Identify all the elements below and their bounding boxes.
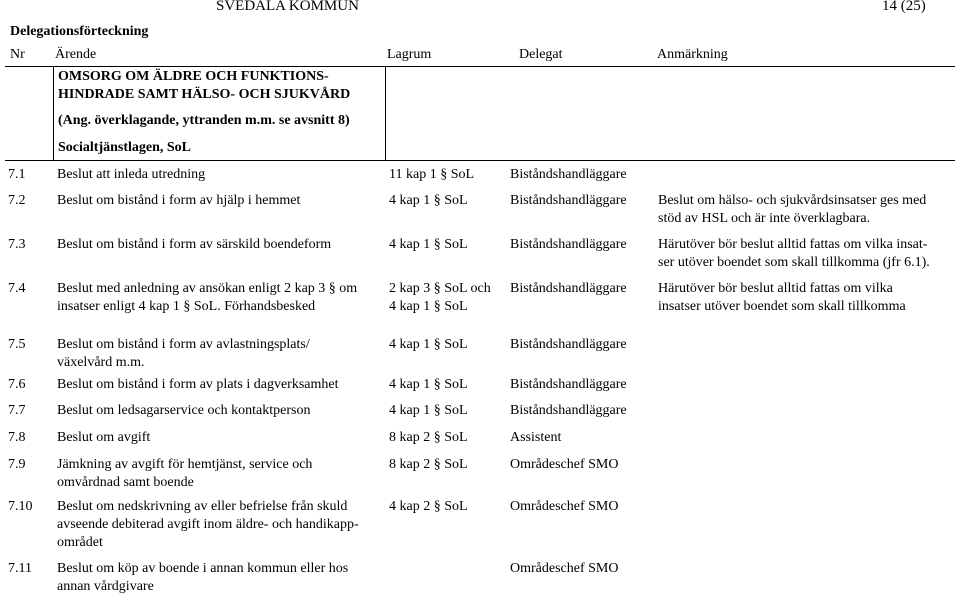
row-arende: avseende debiterad avgift inom äldre- och handikapp- — [57, 517, 359, 532]
section-bottom-rule — [5, 160, 955, 161]
row-delegat: Områdeschef SMO — [510, 561, 619, 576]
row-arende: Beslut om ledsagarservice och kontaktperson — [57, 403, 311, 418]
row-arende: Beslut om bistånd i form av plats i dagverksamhet — [57, 377, 339, 392]
row-arende: omvårdnad samt boende — [57, 475, 194, 490]
row-lagrum: 4 kap 1 § SoL — [389, 237, 468, 252]
row-delegat: Biståndshandläggare — [510, 377, 627, 392]
row-number: 7.5 — [8, 337, 26, 352]
header-rule — [5, 66, 955, 67]
row-anmarkning: insatser utöver boendet som skall tillkomma — [658, 299, 906, 314]
row-number: 7.11 — [8, 561, 32, 576]
column-header-delegat: Delegat — [519, 47, 563, 62]
row-lagrum: 4 kap 1 § SoL — [389, 299, 468, 314]
row-number: 7.3 — [8, 237, 26, 252]
row-number: 7.4 — [8, 281, 26, 296]
section-right-border — [385, 66, 386, 160]
section-title-line1: OMSORG OM ÄLDRE OCH FUNKTIONS- — [58, 69, 329, 84]
row-number: 7.8 — [8, 430, 26, 445]
row-arende: annan vårdgivare — [57, 579, 154, 594]
page-number: 14 (25) — [882, 0, 926, 14]
row-anmarkning: Härutöver bör beslut alltid fattas om vilka insat- — [658, 237, 928, 252]
row-anmarkning: Beslut om hälso- och sjukvårdsinsatser ges med — [658, 193, 927, 208]
column-header-anmarkning: Anmärkning — [657, 47, 728, 62]
row-number: 7.1 — [8, 167, 26, 182]
row-arende: insatser enligt 4 kap 1 § SoL. Förhandsbesked — [57, 299, 316, 314]
row-arende: Beslut om bistånd i form av avlastningsplats/ — [57, 337, 310, 352]
row-lagrum: 8 kap 2 § SoL — [389, 430, 468, 445]
row-arende: Jämkning av avgift för hemtjänst, service och — [57, 457, 313, 472]
column-header-lagrum: Lagrum — [387, 47, 432, 62]
row-arende: Beslut om avgift — [57, 430, 151, 445]
row-delegat: Biståndshandläggare — [510, 167, 627, 182]
row-number: 7.10 — [8, 499, 33, 514]
row-delegat: Biståndshandläggare — [510, 237, 627, 252]
row-number: 7.9 — [8, 457, 26, 472]
row-lagrum: 4 kap 1 § SoL — [389, 193, 468, 208]
row-arende: Beslut med anledning av ansökan enligt 2 kap 3 § om — [57, 281, 358, 296]
row-delegat: Biståndshandläggare — [510, 193, 627, 208]
column-header-nr: Nr — [10, 47, 25, 62]
row-lagrum: 4 kap 1 § SoL — [389, 377, 468, 392]
row-anmarkning: ser utöver boendet som skall tillkomma (jfr 6.1). — [658, 255, 930, 270]
row-lagrum: 11 kap 1 § SoL — [389, 167, 475, 182]
row-arende: Beslut om köp av boende i annan kommun eller hos — [57, 561, 349, 576]
row-arende: Beslut om bistånd i form av hjälp i hemmet — [57, 193, 301, 208]
row-lagrum: 2 kap 3 § SoL och — [389, 281, 491, 296]
row-anmarkning: stöd av HSL och är inte överklagbara. — [658, 211, 871, 226]
org-name: SVEDALA KOMMUN — [216, 0, 359, 14]
row-anmarkning: Härutöver bör beslut alltid fattas om vilka — [658, 281, 893, 296]
row-lagrum: 8 kap 2 § SoL — [389, 457, 468, 472]
row-delegat: Biståndshandläggare — [510, 337, 627, 352]
column-header-arende: Ärende — [55, 47, 97, 62]
row-arende: Beslut om bistånd i form av särskild boendeform — [57, 237, 332, 252]
section-title-line2: HINDRADE SAMT HÄLSO- OCH SJUKVÅRD — [58, 87, 351, 102]
section-left-border — [53, 66, 54, 160]
section-subtitle: (Ang. överklagande, yttranden m.m. se avsnitt 8) — [58, 113, 350, 128]
row-lagrum: 4 kap 1 § SoL — [389, 337, 468, 352]
row-delegat: Biståndshandläggare — [510, 403, 627, 418]
row-lagrum: 4 kap 1 § SoL — [389, 403, 468, 418]
row-delegat: Områdeschef SMO — [510, 457, 619, 472]
row-lagrum: 4 kap 2 § SoL — [389, 499, 468, 514]
section-law: Socialtjänstlagen, SoL — [58, 140, 192, 155]
row-delegat: Områdeschef SMO — [510, 499, 619, 514]
row-arende: växelvård m.m. — [57, 355, 145, 370]
row-number: 7.2 — [8, 193, 26, 208]
row-number: 7.7 — [8, 403, 26, 418]
doc-title: Delegationsförteckning — [10, 24, 149, 39]
row-delegat: Assistent — [510, 430, 562, 445]
row-arende: området — [57, 535, 103, 550]
row-arende: Beslut att inleda utredning — [57, 167, 206, 182]
row-number: 7.6 — [8, 377, 26, 392]
row-arende: Beslut om nedskrivning av eller befrielse från skuld — [57, 499, 348, 514]
row-delegat: Biståndshandläggare — [510, 281, 627, 296]
